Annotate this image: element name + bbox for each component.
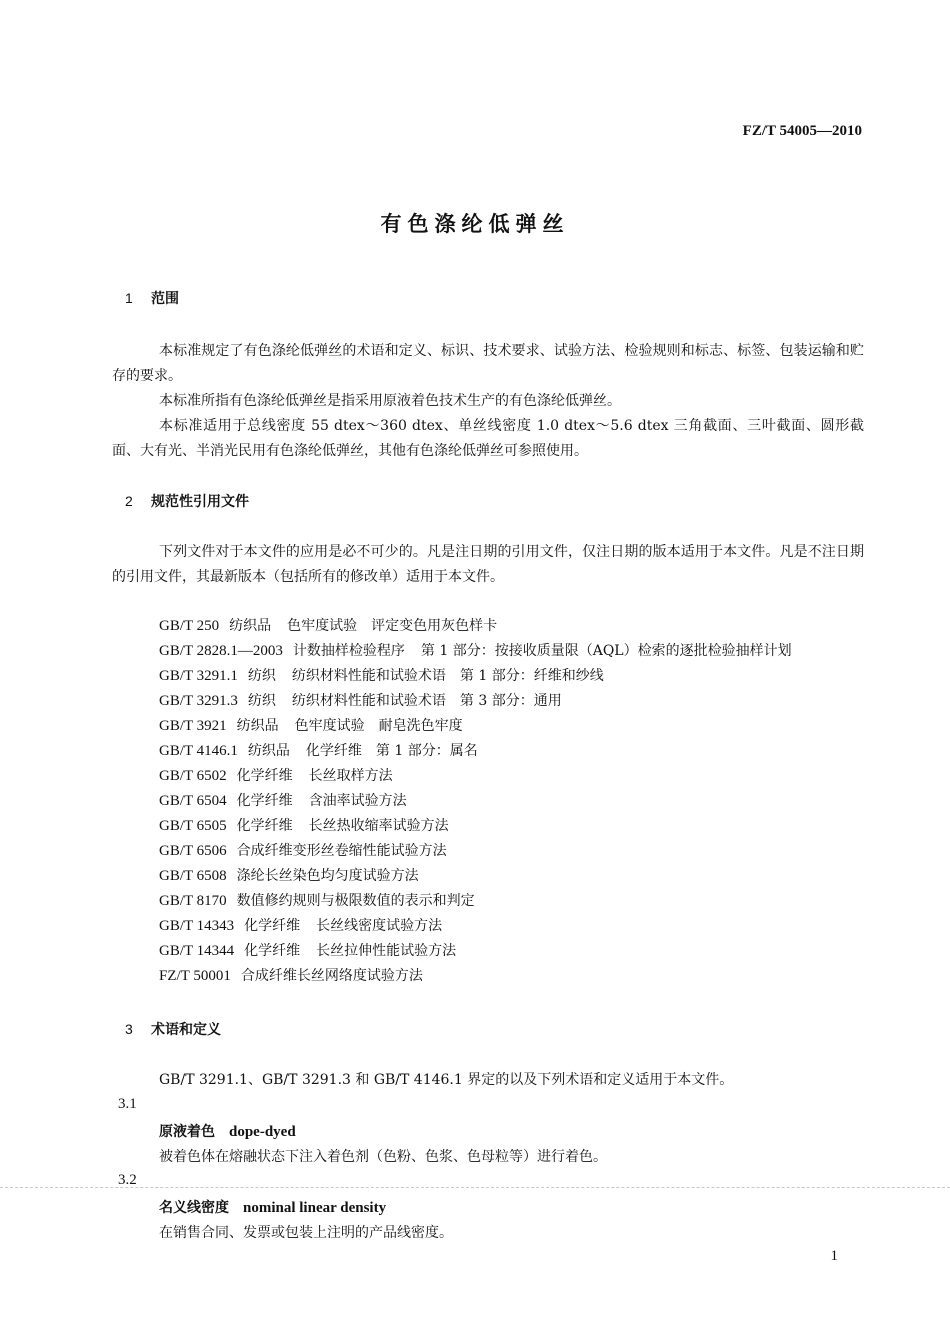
reference-item: GB/T 8170 数值修约规则与极限数值的表示和判定 bbox=[159, 893, 475, 909]
standard-code: FZ/T 54005—2010 bbox=[742, 123, 862, 139]
section-2-heading bbox=[125, 491, 249, 511]
term-number: 3.2 bbox=[118, 1172, 137, 1188]
reference-item: GB/T 6502 化学纤维 长丝取样方法 bbox=[159, 768, 393, 784]
section-1-paragraph-2: 本标准所指有色涤纶低弹丝是指采用原液着色技术生产的有色涤纶低弹丝。 bbox=[159, 393, 621, 409]
reference-item: GB/T 14344 化学纤维 长丝拉伸性能试验方法 bbox=[159, 943, 457, 959]
term-heading bbox=[159, 1121, 296, 1141]
scan-artifact-line bbox=[0, 1187, 950, 1188]
term-en: dope-dyed bbox=[229, 1124, 296, 1140]
section-2-intro: 下列文件对于本文件的应用是必不可少的。凡是注日期的引用文件，仅注日期的版本适用于本文件。凡是不注日期的引用文件，其最新版本（包括所有的修改单）适用于本文件。 bbox=[112, 544, 864, 585]
section-number: 1 bbox=[125, 290, 133, 306]
section-number: 2 bbox=[125, 493, 133, 509]
section-title: 范围 bbox=[151, 291, 179, 307]
reference-item: GB/T 6506 合成纤维变形丝卷缩性能试验方法 bbox=[159, 843, 447, 859]
section-number: 3 bbox=[125, 1021, 133, 1037]
reference-item: FZ/T 50001 合成纤维长丝网络度试验方法 bbox=[159, 968, 423, 984]
section-1-paragraph-3: 本标准适用于总线密度 55 dtex～360 dtex、单丝线密度 1.0 dtex～5.6 dtex 三角截面、三叶截面、圆形截面、大有光、半消光民用有色涤纶低弹丝，其他有色涤纶低弹丝可参照使用。 bbox=[112, 418, 864, 459]
term-number: 3.1 bbox=[118, 1096, 137, 1112]
section-1-heading bbox=[125, 288, 179, 308]
reference-item: GB/T 14343 化学纤维 长丝线密度试验方法 bbox=[159, 918, 443, 934]
page-number: 1 bbox=[830, 1248, 838, 1264]
reference-item: GB/T 250 纺织品 色牢度试验 评定变色用灰色样卡 bbox=[159, 618, 498, 634]
section-3-intro: GB/T 3291.1、GB/T 3291.3 和 GB/T 4146.1 界定的以及下列术语和定义适用于本文件。 bbox=[159, 1072, 734, 1088]
reference-item: GB/T 6505 化学纤维 长丝热收缩率试验方法 bbox=[159, 818, 449, 834]
term-zh: 名义线密度 bbox=[159, 1200, 229, 1216]
term-en: nominal linear density bbox=[243, 1200, 387, 1216]
reference-item: GB/T 2828.1—2003 计数抽样检验程序 第 1 部分：按接收质量限（AQL）检索的逐批检验抽样计划 bbox=[159, 643, 792, 659]
section-title: 规范性引用文件 bbox=[151, 494, 249, 510]
term-heading bbox=[159, 1197, 386, 1217]
section-3-heading bbox=[125, 1019, 221, 1039]
reference-item: GB/T 4146.1 纺织品 化学纤维 第 1 部分：属名 bbox=[159, 743, 478, 759]
document-title: 有色涤纶低弹丝 bbox=[380, 212, 570, 236]
reference-list bbox=[112, 614, 864, 989]
term-zh: 原液着色 bbox=[159, 1124, 215, 1140]
reference-item: GB/T 3291.1 纺织 纺织材料性能和试验术语 第 1 部分：纤维和纱线 bbox=[159, 668, 604, 684]
section-title: 术语和定义 bbox=[151, 1022, 221, 1038]
reference-item: GB/T 6508 涤纶长丝染色均匀度试验方法 bbox=[159, 868, 419, 884]
reference-item: GB/T 6504 化学纤维 含油率试验方法 bbox=[159, 793, 407, 809]
term-definition: 在销售合同、发票或包装上注明的产品线密度。 bbox=[159, 1225, 453, 1241]
reference-item: GB/T 3921 纺织品 色牢度试验 耐皂洗色牢度 bbox=[159, 718, 463, 734]
term-definition: 被着色体在熔融状态下注入着色剂（色粉、色浆、色母粒等）进行着色。 bbox=[159, 1149, 607, 1165]
reference-item: GB/T 3291.3 纺织 纺织材料性能和试验术语 第 3 部分：通用 bbox=[159, 693, 562, 709]
section-1-paragraph-1: 本标准规定了有色涤纶低弹丝的术语和定义、标识、技术要求、试验方法、检验规则和标志、标签、包装运输和贮存的要求。 bbox=[112, 343, 864, 384]
